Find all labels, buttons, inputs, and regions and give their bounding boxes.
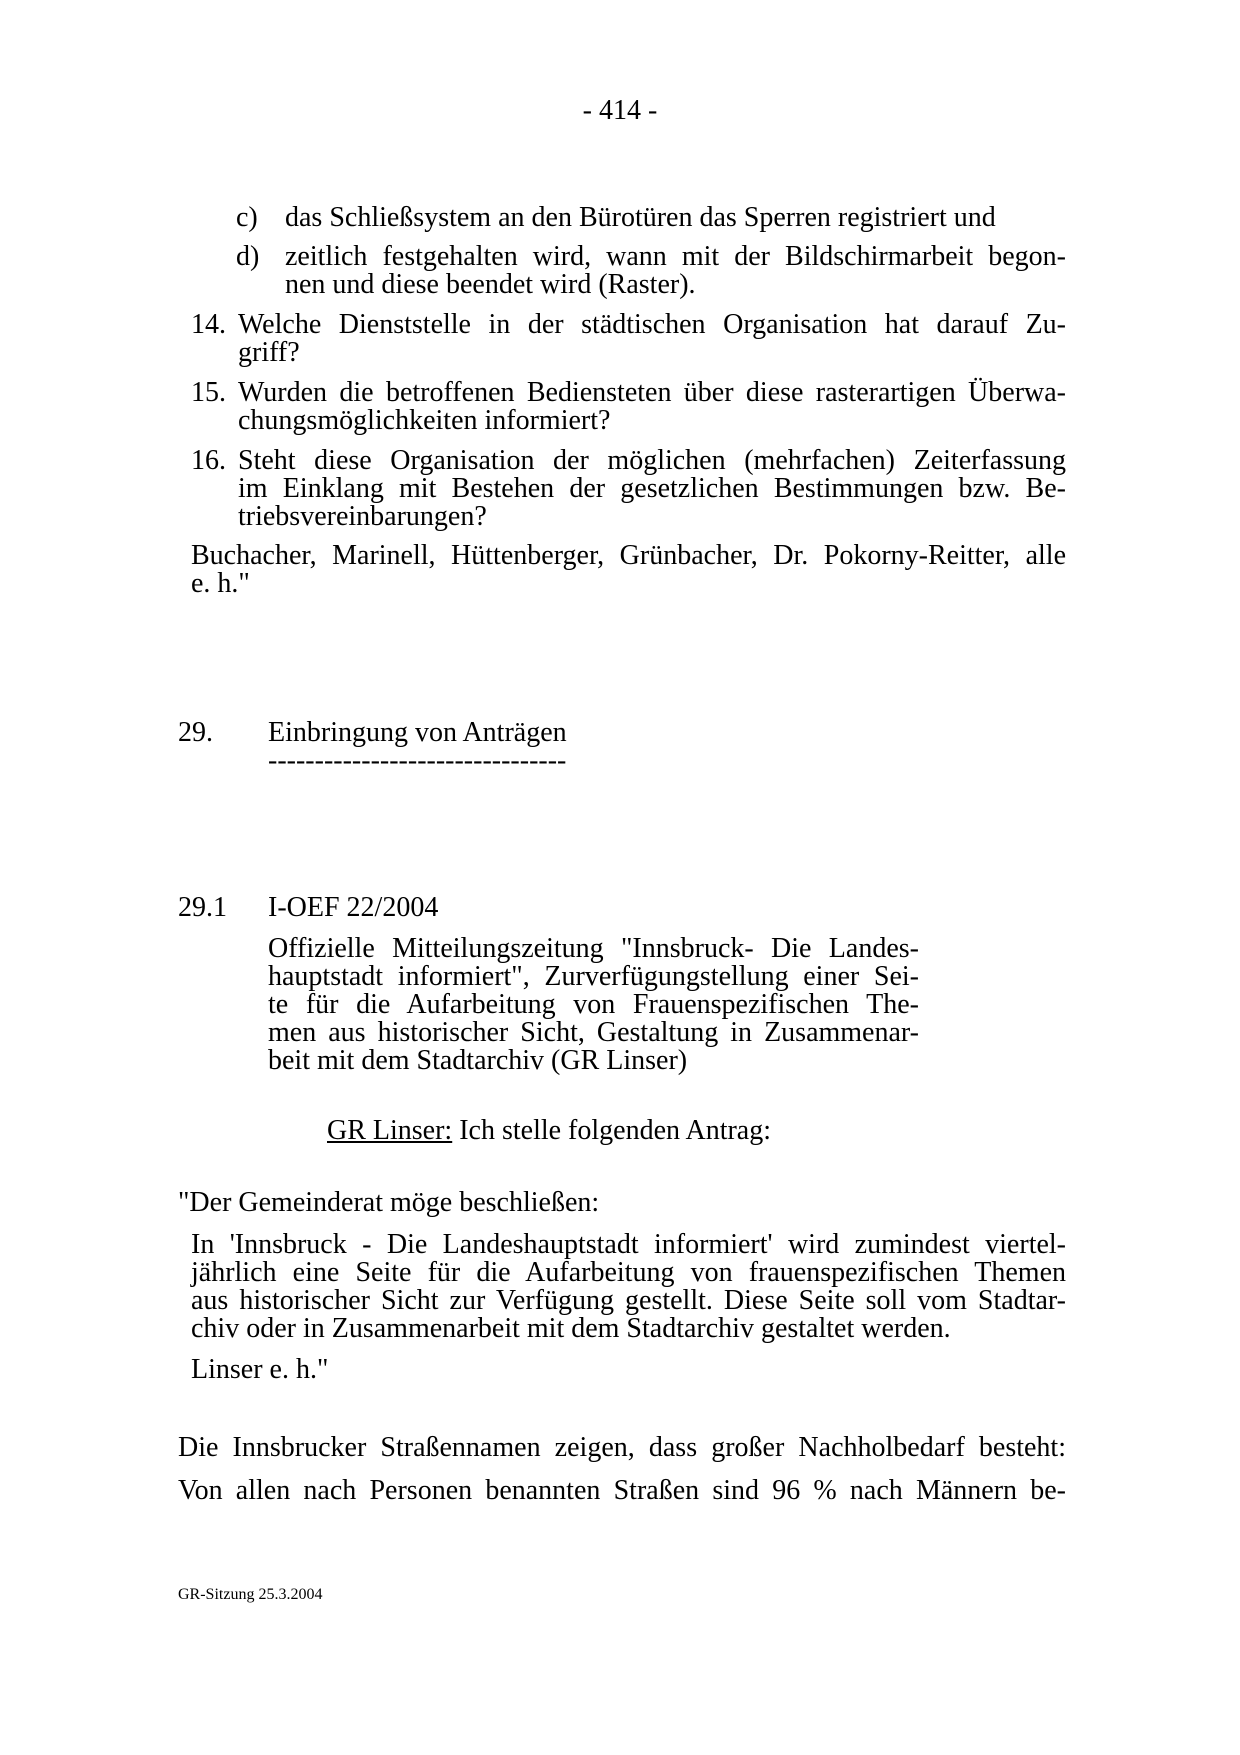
footer: GR-Sitzung 25.3.2004 <box>178 1586 323 1603</box>
section-title: Einbringung von Anträgen <box>268 717 567 748</box>
question-15-line2: chungsmöglichkeiten informiert? <box>238 405 611 436</box>
question-16-number: 16. <box>191 445 226 476</box>
question-16-line1: Steht diese Organisation der möglichen (mehrfachen) Zeiterfassung <box>238 445 1066 476</box>
motion-opening: "Der Gemeinderat möge beschließen: <box>178 1187 600 1218</box>
motion-speaker: GR Linser: <box>327 1115 453 1146</box>
subsection-description-line5: beit mit dem Stadtarchiv (GR Linser) <box>268 1045 688 1076</box>
list-item-d-line2: nen und diese beendet wird (Raster). <box>285 269 696 300</box>
question-14-number: 14. <box>191 309 226 340</box>
closing-line2: Von allen nach Personen benannten Straßen sind 96 % nach Männern be- <box>178 1475 1066 1506</box>
list-item-c: das Schließsystem an den Bürotüren das Sperren registriert und <box>285 202 996 233</box>
question-14-line1: Welche Dienststelle in der städtischen Organisation hat darauf Zu- <box>238 309 1066 340</box>
motion-intro <box>327 1117 771 1145</box>
motion-signature: Linser e. h." <box>191 1354 329 1385</box>
signatures-line2: e. h." <box>191 568 250 599</box>
motion-body-line3: aus historischer Sicht zur Verfügung gestellt. Diese Seite soll vom Stadtar- <box>191 1285 1066 1316</box>
subsection-number: 29.1 <box>178 892 227 923</box>
question-16-line3: triebsvereinbarungen? <box>238 501 487 532</box>
subsection-description-line1: Offizielle Mitteilungszeitung "Innsbruck- Die Landes- <box>268 933 919 964</box>
motion-body-line1: In 'Innsbruck - Die Landeshauptstadt informiert' wird zumindest viertel- <box>191 1229 1066 1260</box>
question-15-line1: Wurden die betroffenen Bediensteten über diese rasterartigen Überwa- <box>238 377 1066 408</box>
motion-body-line4: chiv oder in Zusammenarbeit mit dem Stadtarchiv gestaltet werden. <box>191 1313 951 1344</box>
list-marker-c: c) <box>236 202 258 233</box>
section-rule: -------------------------------- <box>268 745 567 776</box>
subsection-description-line3: te für die Aufarbeitung von Frauenspezifischen The- <box>268 989 919 1020</box>
list-marker-d: d) <box>236 241 260 272</box>
closing-line1: Die Innsbrucker Straßennamen zeigen, dass großer Nachholbedarf besteht: <box>178 1432 1066 1463</box>
subsection-description-line2: hauptstadt informiert", Zurverfügungstellung einer Sei- <box>268 961 919 992</box>
motion-body-line2: jährlich eine Seite für die Aufarbeitung von frauenspezifischen Themen <box>191 1257 1066 1288</box>
signatures-line1: Buchacher, Marinell, Hüttenberger, Grünbacher, Dr. Pokorny-Reitter, alle <box>191 540 1066 571</box>
question-16-line2: im Einklang mit Bestehen der gesetzlichen Bestimmungen bzw. Be- <box>238 473 1066 504</box>
page-number: - 414 - <box>582 95 658 126</box>
list-item-d-line1: zeitlich festgehalten wird, wann mit der Bildschirmarbeit begon- <box>285 241 1066 272</box>
motion-intro-text: Ich stelle folgenden Antrag: <box>452 1115 772 1146</box>
subsection-reference: I-OEF 22/2004 <box>268 892 439 923</box>
question-15-number: 15. <box>191 377 226 408</box>
section-number: 29. <box>178 717 213 748</box>
subsection-description-line4: men aus historischer Sicht, Gestaltung in Zusammenar- <box>268 1017 919 1048</box>
question-14-line2: griff? <box>238 337 300 368</box>
